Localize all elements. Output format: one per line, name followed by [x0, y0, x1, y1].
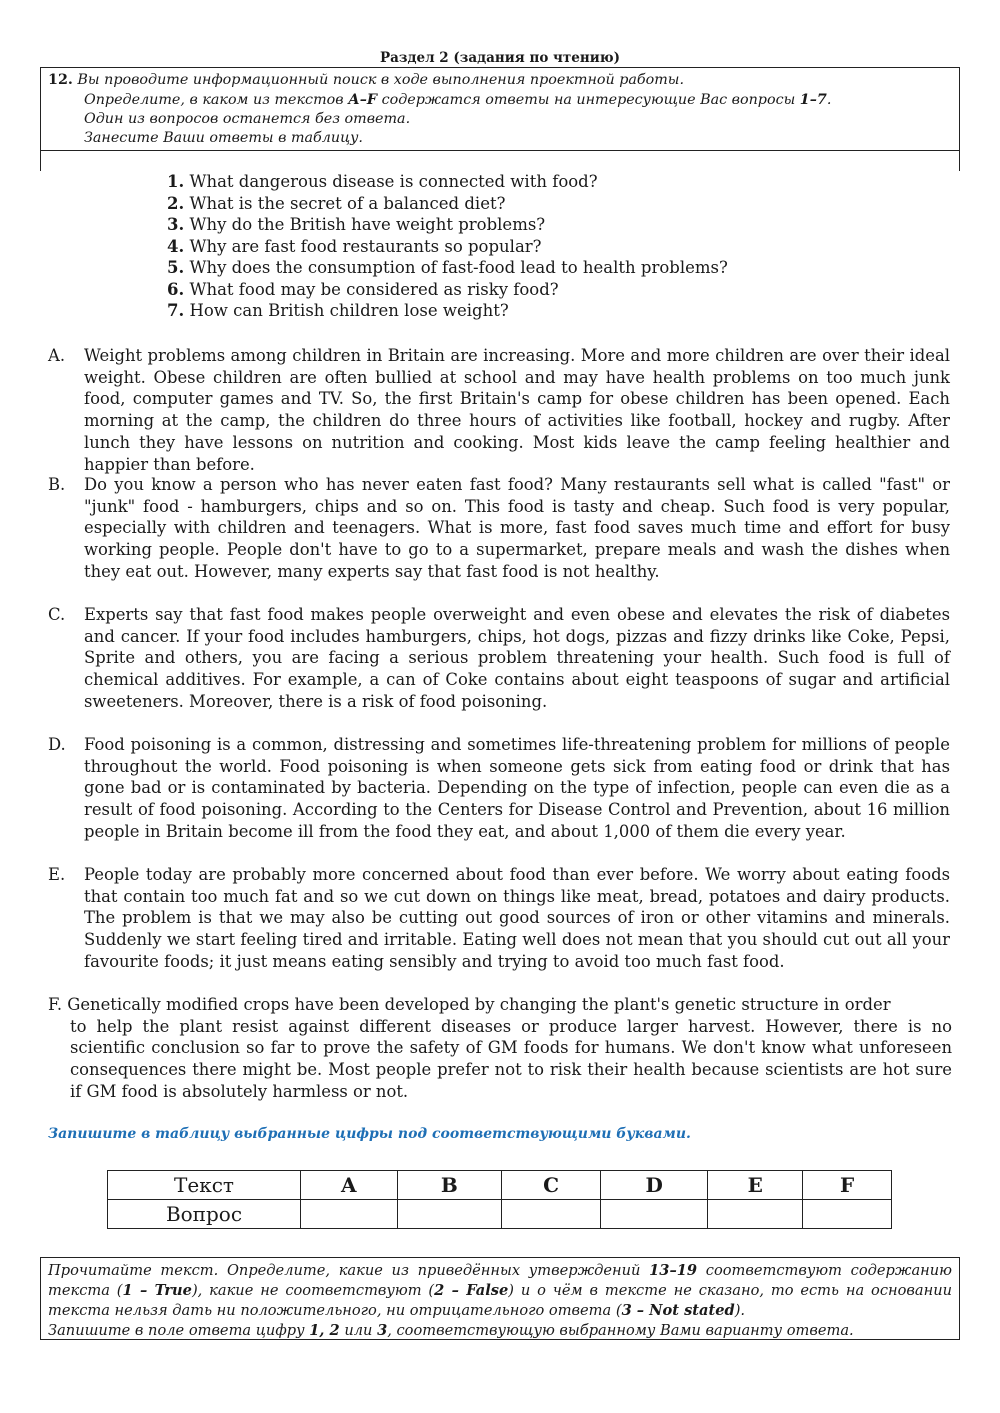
text-body: Food poisoning is a common, distressing and sometimes life-threatening problem for millions of people throughout the world. Food poisoning is when someone gets sick from eating food or drink that has gone bad or is contaminated by bacteria. Depending on the type of infection, people can even die as a result of food poisoning. According to the Centers for Disease Control and Prevention, about 16 million people in Britain become ill from the food they eat, and about 1,000 of them die every year.	[84, 735, 950, 841]
answer-table	[107, 1170, 892, 1229]
question-item: 7. How can British children lose weight?	[167, 301, 509, 320]
question-item: 4. Why are fast food restaurants so popular?	[167, 236, 542, 256]
text-letter: A.	[48, 346, 66, 365]
row-label-text: Текст	[108, 1171, 301, 1200]
answer-cell-c[interactable]	[502, 1200, 601, 1229]
answer-cell-e[interactable]	[708, 1200, 803, 1229]
column-letter-e: E	[708, 1171, 803, 1200]
text-d	[48, 734, 950, 843]
table-row	[108, 1171, 892, 1200]
text-body-first-line: F. Genetically modified crops have been developed by changing the plant's genetic structure in order	[48, 995, 891, 1014]
text-body: to help the plant resist against different diseases or produce larger harvest. However, there is no scientific conclusion so far to prove the safety of GM foods for humans. We don't know what unforeseen consequences there might be. Most people prefer not to risk their health because scientists are hot sure if GM food is absolutely harmless or not.	[70, 1016, 952, 1101]
next-task-answer-instruction: Запишите в поле ответа цифру 1, 2 или 3, соответствующую выбранному Вами варианту ответа.	[48, 1322, 854, 1339]
task-number: 12.	[48, 72, 73, 88]
task-line-3: Один из вопросов останется без ответа.	[84, 111, 411, 127]
text-body: People today are probably more concerned about food than ever before. We worry about eating foods that contain too much fat and so we cut down on things like meat, bread, potatoes and dairy products. The problem is that we may also be cutting out good sources of iron or other vitamins and minerals. Suddenly we start feeling tired and irritable. Eating well does not mean that you should cut out all your favourite foods; it just means eating sensibly and trying to avoid too much fast food.	[84, 865, 950, 971]
text-letter: C.	[48, 605, 66, 624]
question-item: 3. Why do the British have weight problems?	[167, 215, 546, 234]
question-item: 5. Why does the consumption of fast-food lead to health problems?	[167, 258, 728, 277]
question-item: 2. What is the secret of a balanced diet?	[167, 193, 506, 213]
column-letter-f: F	[803, 1171, 892, 1200]
next-task-instruction: Прочитайте текст. Определите, какие из приведённых утверждений 13–19 соответствуют содержанию текста (1 – True), какие не соответствуют (2 – False) и о чём в тексте не сказано, то есть на основании текста нельзя дать ни положительного, ни отрицательного ответа (3 – Not stated).	[48, 1262, 953, 1319]
text-f	[48, 994, 952, 1103]
column-letter-c: C	[502, 1171, 601, 1200]
text-c	[48, 604, 950, 713]
text-b	[48, 474, 950, 583]
text-letter: B.	[48, 475, 66, 494]
text-a	[48, 345, 950, 475]
question-item: 1. What dangerous disease is connected with food?	[167, 172, 598, 191]
text-e	[48, 864, 950, 973]
answer-cell-a[interactable]	[301, 1200, 398, 1229]
column-letter-d: D	[601, 1171, 708, 1200]
table-row	[108, 1200, 892, 1229]
answer-cell-d[interactable]	[601, 1200, 708, 1229]
question-item: 6. What food may be considered as risky food?	[167, 279, 559, 299]
column-letter-b: B	[397, 1171, 502, 1200]
divider	[40, 150, 960, 151]
text-body: Experts say that fast food makes people overweight and even obese and elevates the risk of diabetes and cancer. If your food includes hamburgers, chips, hot dogs, pizzas and fizzy drinks like Coke, Pepsi, Sprite and others, you are facing a serious problem threatening your health. Such food is full of chemical additives. For example, a can of Coke contains about eight teaspoons of sugar and artificial sweeteners. Moreover, there is a risk of food poisoning.	[84, 605, 950, 711]
text-letter: E.	[48, 865, 66, 884]
task-line-1: 12. Вы проводите информационный поиск в ходе выполнения проектной работы.	[48, 72, 684, 88]
task-line-2: Определите, в каком из текстов А–F содержатся ответы на интересующие Вас вопросы 1–7.	[84, 92, 832, 108]
table-instruction: Запишите в таблицу выбранные цифры под соответствующими буквами.	[48, 1126, 691, 1142]
text-body: Weight problems among children in Britain are increasing. More and more children are over their ideal weight. Obese children are often bullied at school and may have health problems on too much junk food, computer games and TV. So, the first Britain's camp for obese children has been opened. Each morning at the camp, the children do three hours of activities like football, hockey and rugby. After lunch they have lessons on nutrition and cooking. Most kids leave the camp feeling healthier and happier than before.	[84, 346, 950, 474]
answer-cell-b[interactable]	[397, 1200, 502, 1229]
text-letter: D.	[48, 735, 66, 754]
task-line-4: Занесите Ваши ответы в таблицу.	[84, 130, 363, 146]
column-letter-a: A	[301, 1171, 398, 1200]
next-task-instruction-box	[40, 1257, 960, 1340]
answer-cell-f[interactable]	[803, 1200, 892, 1229]
row-label-question: Вопрос	[108, 1200, 301, 1229]
section-title: Раздел 2 (задания по чтению)	[379, 50, 621, 66]
text-body: Do you know a person who has never eaten fast food? Many restaurants sell what is called "fast" or "junk" food - hamburgers, chips and so on. This food is tasty and cheap. Such food is very popular, especially with children and teenagers. What is more, fast food saves much time and effort for busy working people. People don't have to go to a supermarket, prepare meals and wash the dishes when they eat out. However, many experts say that fast food is not healthy.	[84, 475, 950, 581]
